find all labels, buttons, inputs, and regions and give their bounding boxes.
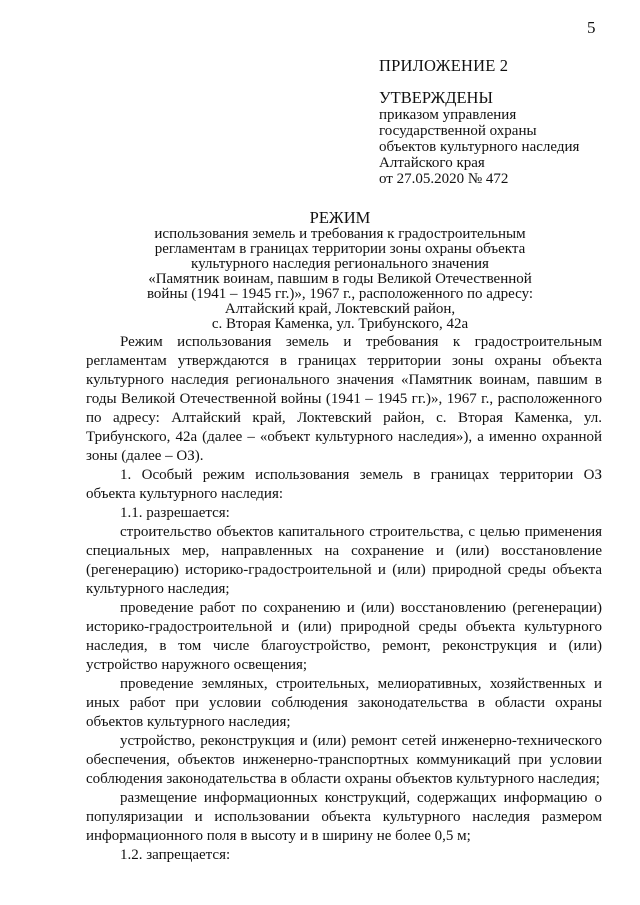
body-paragraph: проведение работ по сохранению и (или) восстановлению (регенерации) историко-градостроительной и (или) природной среды объекта культурного наследия, в том числе благоустройство, ремонт, реконструкция и (или) устройство наружного освещения; [86,600,602,673]
heading-line: войны (1941 – 1945 гг.)», 1967 г., расположенного по адресу: [146,286,534,302]
approval-block [379,89,579,187]
approval-line: Алтайского края [379,155,485,171]
heading-line: «Памятник воинам, павшим в годы Великой Отечественной [148,271,532,287]
body-paragraph: 1.1. разрешается: [120,505,230,521]
approval-order-date-number: от 27.05.2020 № 472 [379,171,509,187]
heading-line: регламентам в границах территории зоны охраны объекта [154,241,526,257]
heading-line: с. Вторая Каменка, ул. Трибунского, 42а [211,316,469,332]
body-paragraph: 1. Особый режим использования земель в границах территории ОЗ объекта культурного наследия: [86,467,602,502]
body-paragraph: проведение земляных, строительных, мелиоративных, хозяйственных и иных работ при условии соблюдения законодательства в области охраны объектов культурного наследия; [86,676,602,730]
document-heading [80,208,600,332]
heading-line: использования земель и требования к градостроительным [154,226,526,242]
appendix-title: ПРИЛОЖЕНИЕ 2 [379,56,509,75]
approval-line: приказом управления [379,107,517,123]
body-paragraph: строительство объектов капитального строительства, с целью применения специальных мер, направленных на сохранение и (или) восстановление (регенерацию) историко-градостроительной и (или) природной среды объекта культурного наследия; [86,524,602,597]
document-title: РЕЖИМ [309,208,371,227]
body-paragraph: 1.2. запрещается: [120,847,231,863]
document-body [86,333,602,865]
approval-line: объектов культурного наследия [379,139,580,155]
approval-line: государственной охраны [379,123,537,139]
body-paragraph: размещение информационных конструкций, содержащих информацию о популяризации и использовании объекта культурного наследия размером информационного поля в высоту и в ширину не более 0,5 м; [86,790,602,844]
heading-line: Алтайский край, Локтевский район, [224,301,456,317]
page-number: 5 [587,18,596,37]
heading-line: культурного наследия регионального значения [191,256,489,272]
approval-title: УТВЕРЖДЕНЫ [379,88,493,107]
body-paragraph: устройство, реконструкция и (или) ремонт сетей инженерно-технического обеспечения, объектов инженерно-транспортных коммуникаций при условии соблюдения законодательства в области охраны объектов культурного наследия; [86,733,602,787]
body-paragraph: Режим использования земель и требования к градостроительным регламентам утверждаются в границах территории зоны охраны объекта культурного наследия регионального значения «Памятник воинам, павшим в годы Великой Отечественной войны (1941 – 1945 гг.)», 1967 г., расположенного по адресу: Алтайский край, Локтевский район, с. Вторая Каменка, ул. Трибунского, 42а (далее – «объект культурного наследия»), а именно охранной зоны (далее – ОЗ). [86,334,602,464]
